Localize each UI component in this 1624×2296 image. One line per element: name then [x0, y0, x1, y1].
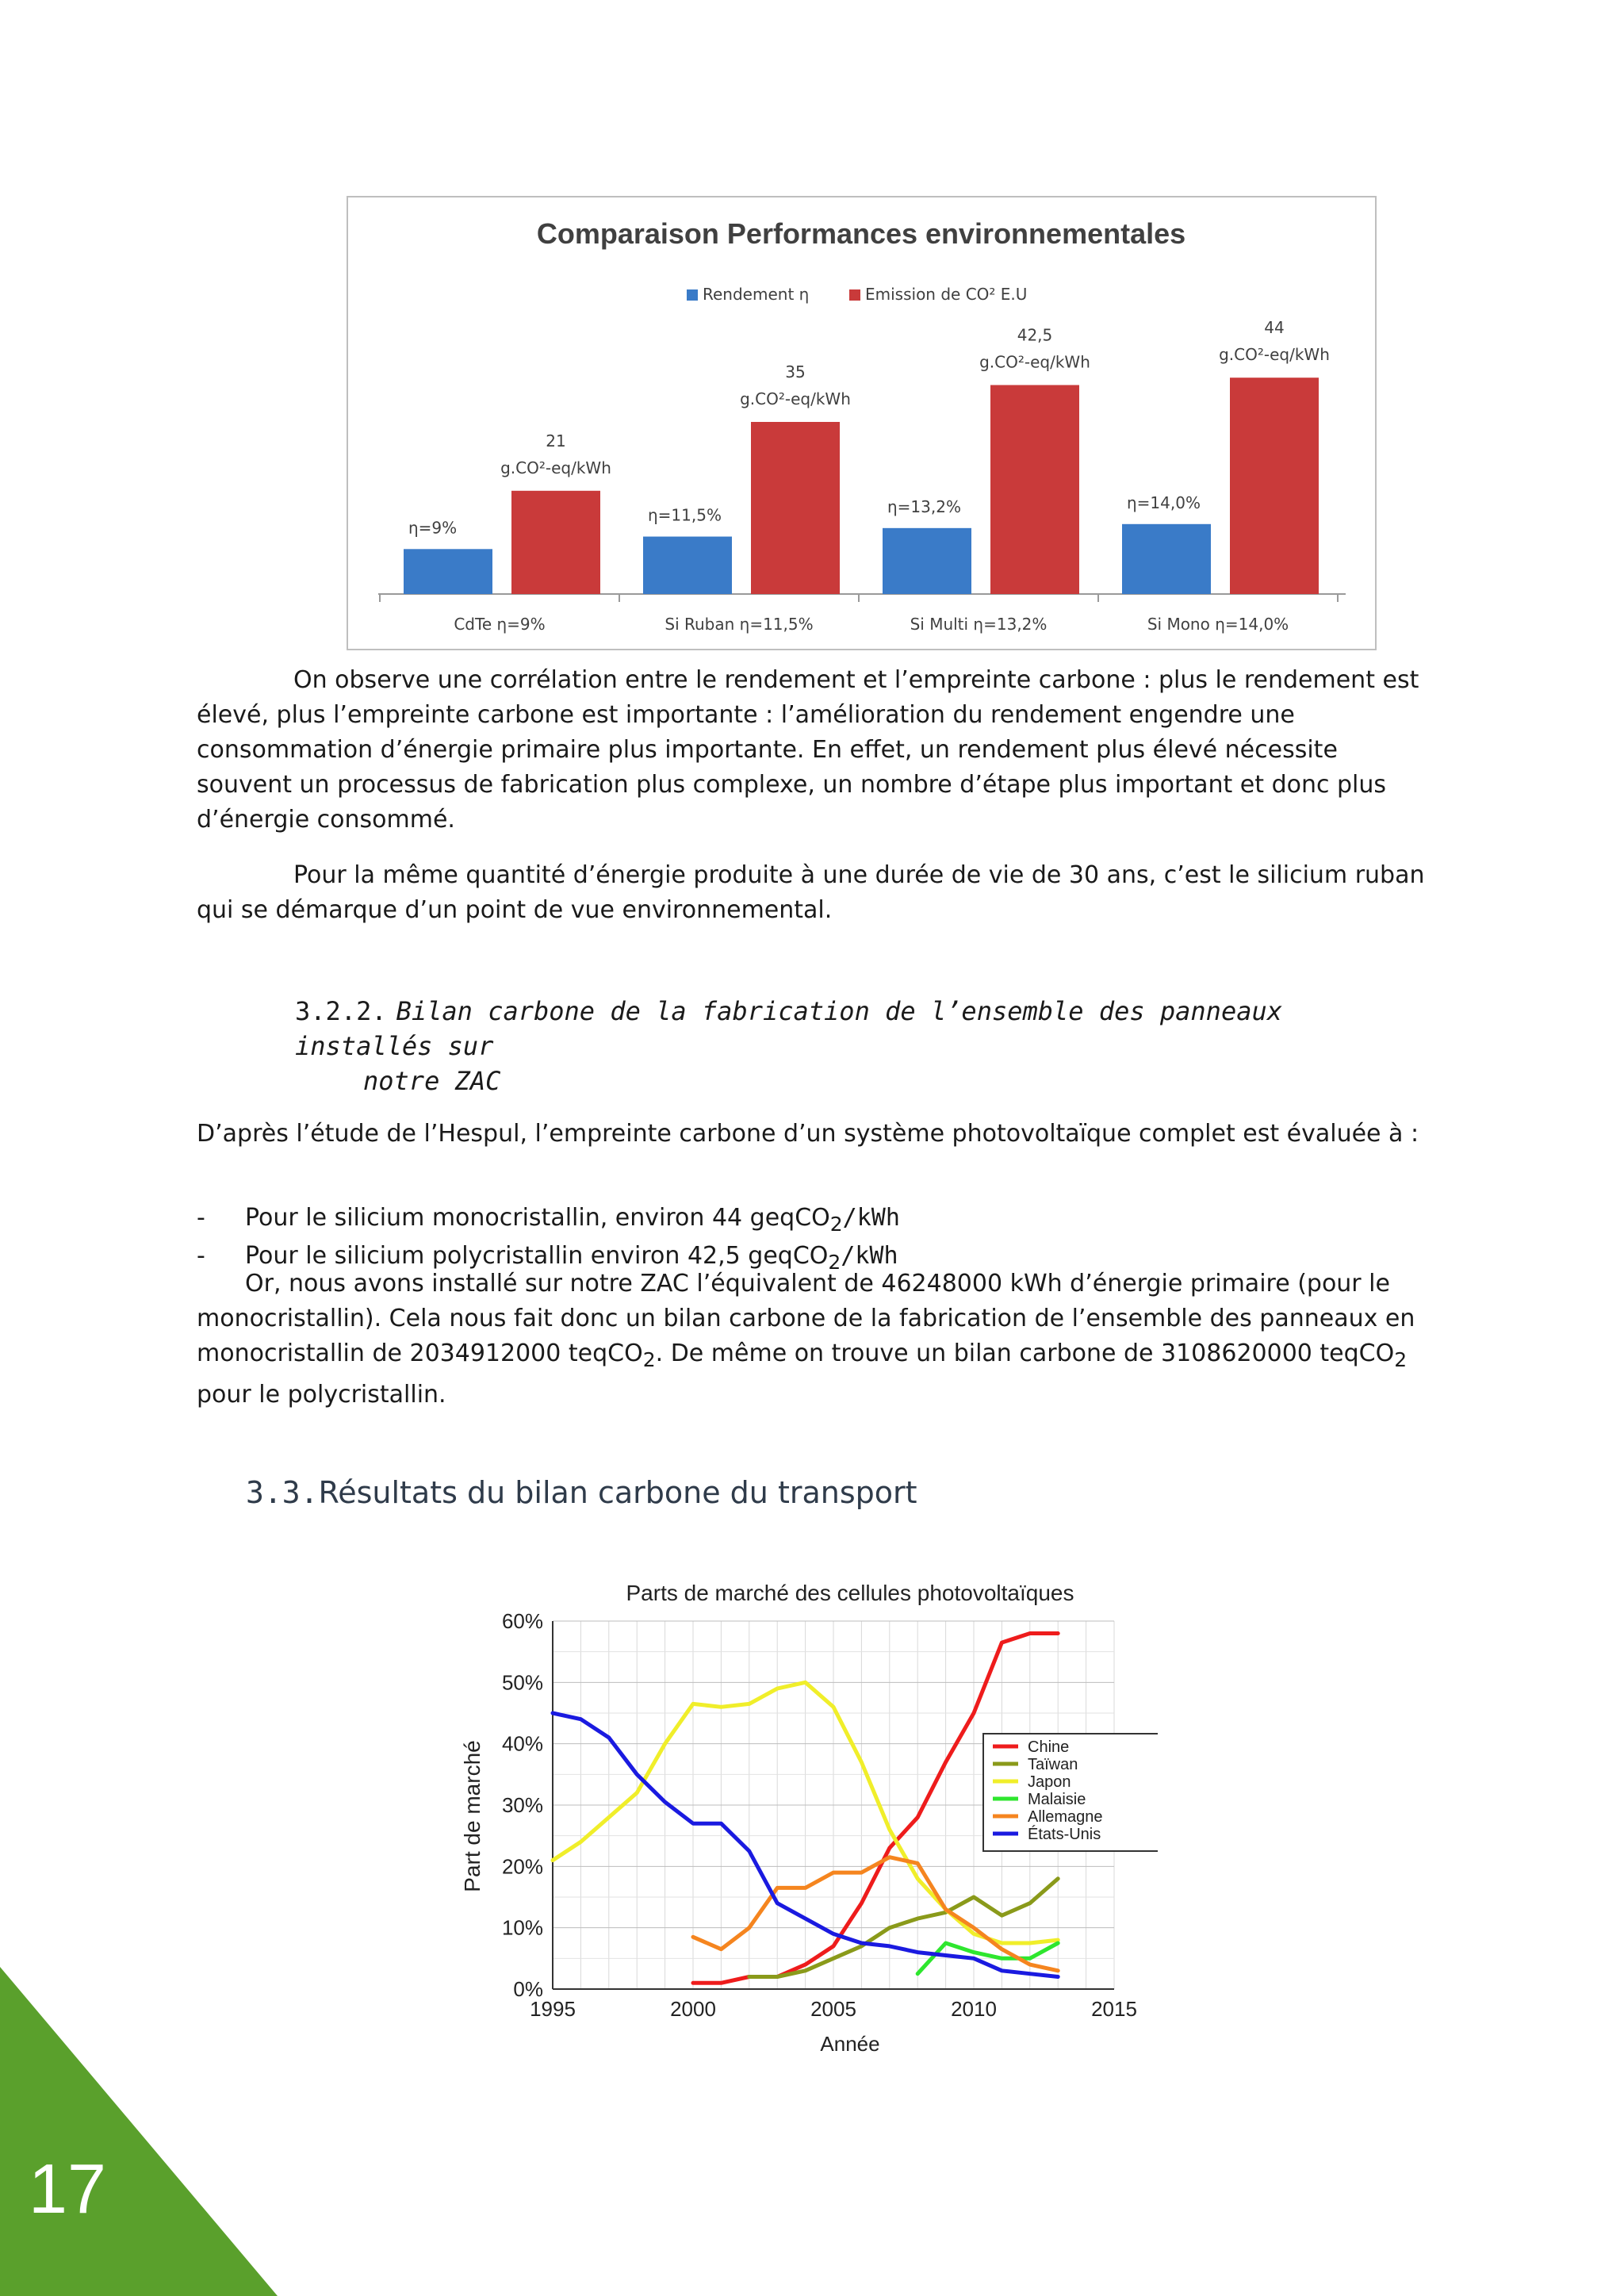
line-chart-svg	[444, 1569, 1158, 2076]
section-title: Résultats du bilan carbone du transport	[318, 1475, 917, 1510]
legend-label: Japon	[1028, 1773, 1071, 1791]
x-tick-label: 2000	[670, 1997, 716, 2021]
y-axis-label: Part de marché	[460, 1740, 485, 1892]
legend-label: Taïwan	[1028, 1756, 1078, 1773]
y-tick-label: 60%	[501, 1609, 543, 1633]
bar-value-emission: 21	[546, 431, 566, 450]
bar-category-label: Si Multi η=13,2%	[910, 615, 1048, 634]
bar-value-emission: 35	[785, 362, 806, 381]
bar-chart-title: Comparaison Performances environnementales	[536, 217, 1186, 250]
legend-label: Chine	[1028, 1738, 1070, 1756]
subsection-number: 3.2.2.	[295, 996, 387, 1026]
bar-emission	[990, 385, 1079, 595]
legend-label: États-Unis	[1028, 1826, 1101, 1843]
paragraph-correlation: On observe une corrélation entre le rendement et l’empreinte carbone : plus le rendement est élevé, plus l’empreinte carbone est importante : l’amélioration du rendement engendre une consommation d’énergie primaire plus importante. En effet, un rendement plus élevé nécessite souvent un processus de fabrication plus complexe, un nombre d’étape plus important et donc plus d’énergie consommé.	[197, 666, 1419, 834]
subsection-heading-3-2-2	[295, 994, 1421, 1098]
bar-category-label: Si Mono η=14,0%	[1147, 615, 1289, 634]
line-chart-title: Parts de marché des cellules photovoltaïques	[626, 1581, 1074, 1605]
section-heading-3-3	[246, 1474, 917, 1512]
y-tick-label: 20%	[501, 1854, 543, 1879]
bar-category-label: Si Ruban η=11,5%	[665, 615, 814, 634]
y-tick-label: 10%	[501, 1915, 543, 1940]
bar-emission	[511, 491, 600, 594]
line-chart	[444, 1569, 1158, 2076]
legend-label-emission: Emission de CO² E.U	[865, 285, 1028, 304]
bar-label-rendement: η=13,2%	[887, 496, 961, 516]
bar-unit-emission: g.CO²-eq/kWh	[979, 352, 1090, 372]
bar-chart-svg	[348, 197, 1375, 649]
x-tick-label: 2010	[951, 1997, 997, 2021]
paragraph-silicium-ruban: Pour la même quantité d’énergie produite à une durée de vie de 30 ans, c’est le silicium ruban qui se démarque d’un point de vue environnemental.	[197, 861, 1425, 924]
x-axis-label: Année	[820, 2032, 880, 2056]
list-item: - Pour le silicium monocristallin, environ 44 geqCO$_2$/kWh	[197, 1204, 900, 1236]
bar-label-rendement: η=11,5%	[648, 505, 722, 525]
bar-rendement	[1122, 524, 1211, 594]
bar-label-rendement: η=9%	[408, 518, 458, 538]
bar-chart-legend	[687, 285, 1027, 304]
legend-label: Malaisie	[1028, 1791, 1086, 1808]
bar-value-emission: 42,5	[1017, 325, 1053, 345]
bar-chart	[347, 196, 1377, 650]
paragraph-hespul: D’après l’étude de l’Hespul, l’empreinte carbone d’un système photovoltaïque complet est évaluée à :	[197, 1120, 1419, 1148]
legend-swatch-rendement	[687, 289, 698, 301]
y-tick-label: 50%	[501, 1670, 543, 1695]
page-number: 17	[29, 2149, 106, 2228]
bar-label-rendement: η=14,0%	[1127, 493, 1201, 512]
bar-value-emission: 44	[1264, 318, 1285, 338]
bar-rendement	[883, 528, 971, 594]
y-tick-label: 40%	[501, 1731, 543, 1756]
legend-label-rendement: Rendement η	[703, 285, 810, 304]
legend-swatch-emission	[849, 289, 860, 301]
y-tick-label: 0%	[513, 1977, 543, 2001]
page-corner-triangle	[0, 1967, 278, 2296]
bar-rendement	[643, 537, 732, 594]
bar-category-label: CdTe η=9%	[454, 615, 546, 634]
legend-label: Allemagne	[1028, 1808, 1103, 1826]
bar-unit-emission: g.CO²-eq/kWh	[740, 389, 851, 408]
section-number: 3.3.	[246, 1475, 319, 1510]
subsection-title-line1: Bilan carbone de la fabrication de l’ensemble des panneaux installés sur	[295, 996, 1282, 1061]
x-tick-label: 1995	[530, 1997, 576, 2021]
paragraph-bilan-carbone: Or, nous avons installé sur notre ZAC l’équivalent de 46248000 kWh d’énergie primaire (pour le monocristallin). Cela nous fait donc un bilan carbone de la fabrication de l’ensemble des panneaux en monocristallin de 2034912000 teqCO$_2$. De même on trouve un bilan carbone de 3108620000 teqCO$_2$ pour le polycristallin.	[197, 1270, 1415, 1409]
bar-emission	[1230, 378, 1319, 594]
bar-rendement	[404, 549, 492, 594]
list-item: - Pour le silicium polycristallin environ 42,5 geqCO$_2$/kWh	[197, 1242, 898, 1274]
x-tick-label: 2005	[810, 1997, 856, 2021]
x-tick-label: 2015	[1091, 1997, 1137, 2021]
subsection-title-line2: notre ZAC	[363, 1066, 501, 1096]
y-tick-label: 30%	[501, 1793, 543, 1817]
bar-unit-emission: g.CO²-eq/kWh	[1219, 345, 1330, 365]
bar-emission	[751, 422, 840, 594]
bar-unit-emission: g.CO²-eq/kWh	[500, 458, 611, 477]
